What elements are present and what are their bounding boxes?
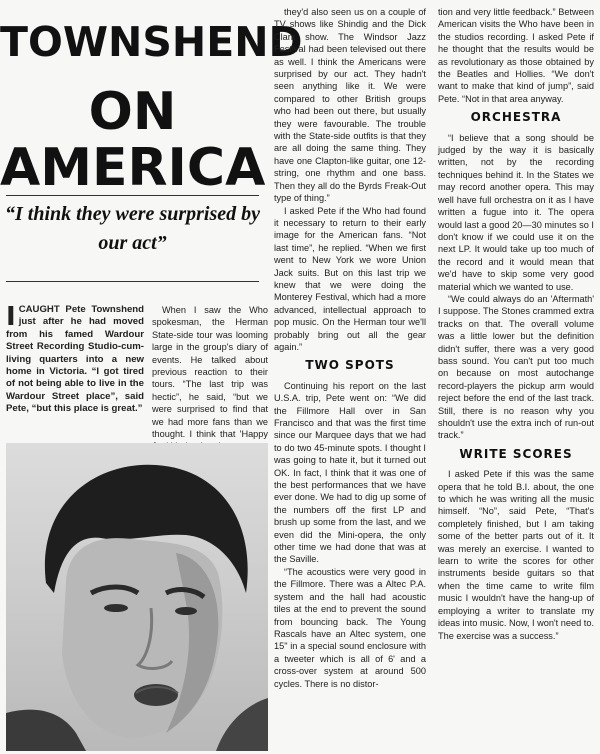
subtitle-quote: “I think they were surprised by our act”	[4, 203, 261, 254]
column-b-paragraph: When I saw the Who spokesman, the Herman State-side tour was looming large in the group's diary of events. He talked about previous reaction to their tours. “The last trip was hectic”, he said, “but we were surprised to find that we had more fans than we thought. I think that 'Happy	[152, 305, 268, 440]
column-c-paragraph-2: I asked Pete if the Who had found it necessary to return to their early image for the American fans. “Not last time”, he replied. “When we first went to New York we wore Union Jack suits. But on this last trip we knew that we were doing the Monterey Festival, which had a more advanced, intellectual approach to pop music. On the Herman tour we'll probably bring out all the gear again.”	[274, 205, 426, 352]
portrait-photo-icon	[6, 443, 268, 751]
column-d-paragraph-1: tion and very little feedback.” Between American visits the Who have been in the studios recording. I asked Pete if he thought that the results would be as revolutionary as those obtained by the Beatles and Hollies. “We don't want to make that kind of jump”, said Pete. “Not in that area anyway.	[438, 7, 594, 104]
column-c-paragraph-4: “The acoustics were very good in the Fillmore. There was a Altec P.A. system and the hall had acoustic tiles at the end to prevent the sound from bouncing back. The Young Rascals have an Altec system, one 15" in a special sound enclosure with a tweeter which is all of 6' and a cross-over system at around 500 cycles. There is no distor-	[274, 566, 426, 689]
column-d	[438, 6, 594, 642]
headline-line-1: TOWNSHEND	[0, 18, 303, 66]
column-b	[152, 304, 268, 453]
subhead-orchestra: ORCHESTRA	[470, 110, 562, 125]
intro-paragraph	[6, 304, 144, 416]
column-d-paragraph-4: I asked Pete if this was the same opera that he told B.I. about, the one to which he was writing all the music himself. “No”, said Pete, “That's completely finished, but I am taking some of the better parts out of it. It was merely an exercise. I wanted to learn to write the scores for other instruments beside guitars so that when the time came to write film music I wouldn't have the hang-up of employing a writer to translate my ideas into music. Now, I won't need to. The exercise was a success.”	[438, 469, 594, 641]
column-c-paragraph-3: Continuing his report on the last U.S.A. trip, Pete went on: “We did the Fillmore Hall over in San Francisco and that was the first time since our Marquee days that we had to do two 45-minute spots. I thought I was going to hate it, but it turned out OK. In fact, I think that it was one of the best performances that we have ever done. We had to dig up some of the numbers off the first LP and brush up some from the last, and we even did the Mini-opera, the only other time we had done that was at the Saville.	[274, 380, 426, 565]
headline-line-3: AMERICA	[0, 138, 266, 198]
headline-line-2: ON	[88, 82, 177, 142]
drop-cap: I	[6, 302, 16, 332]
column-c	[274, 6, 426, 690]
column-d-paragraph-3: “We could always do an 'Aftermath' I suppose. The Stones crammed extra tracks on that. The overall volume was a little lower but the definition didn't suffer, there was a very good bass sound. You can't put too much on because on most autochange record-players the pickup arm would reject before the end of the last track. Still, there is no reason why you shouldn't use the extra inch of run-out track.”	[438, 293, 594, 441]
subhead-two-spots: TWO SPOTS	[305, 358, 395, 373]
intro-text: CAUGHT Pete Townshend just after he had moved from his famed Wardour Street Recording Studio-cum-living quarters into a new home in Victoria. “I got tired of not being able to live in the Wardour Street place”, said Pete, “but this place is great.”	[6, 304, 144, 415]
subhead-write-scores: WRITE SCORES	[459, 446, 573, 461]
portrait-photo	[6, 443, 268, 751]
column-d-paragraph-2: “I believe that a song should be judged by the way it is basically written, not by the recording techniques behind it. In the States we may record another opera. This may well have full orchestra on it as I have written a fugue into it. The opera would last a good 20—30 minutes so I don't know if we could use it on the next LP. It would take up too much of the record and it would mean that we'd have to skip some very good material which we wanted to use.	[438, 132, 594, 292]
column-c-paragraph-1: they'd also seen us on a couple of TV shows like Shindig and the Dick Clark show. The Windsor Jazz Festival had been televised out there as well. I think the Americans were surprised by our act. They hadn't seen anything like it. We were compared to other British groups who had been out there, but usually they were favourable. The trouble with the State-side outfits is that they are all doing the same thing. They have one Clapton-like guitar, one 12-string, one rhythm and one bass. Then they all do the Byrds Freak-Out type of thing.”	[274, 7, 426, 204]
